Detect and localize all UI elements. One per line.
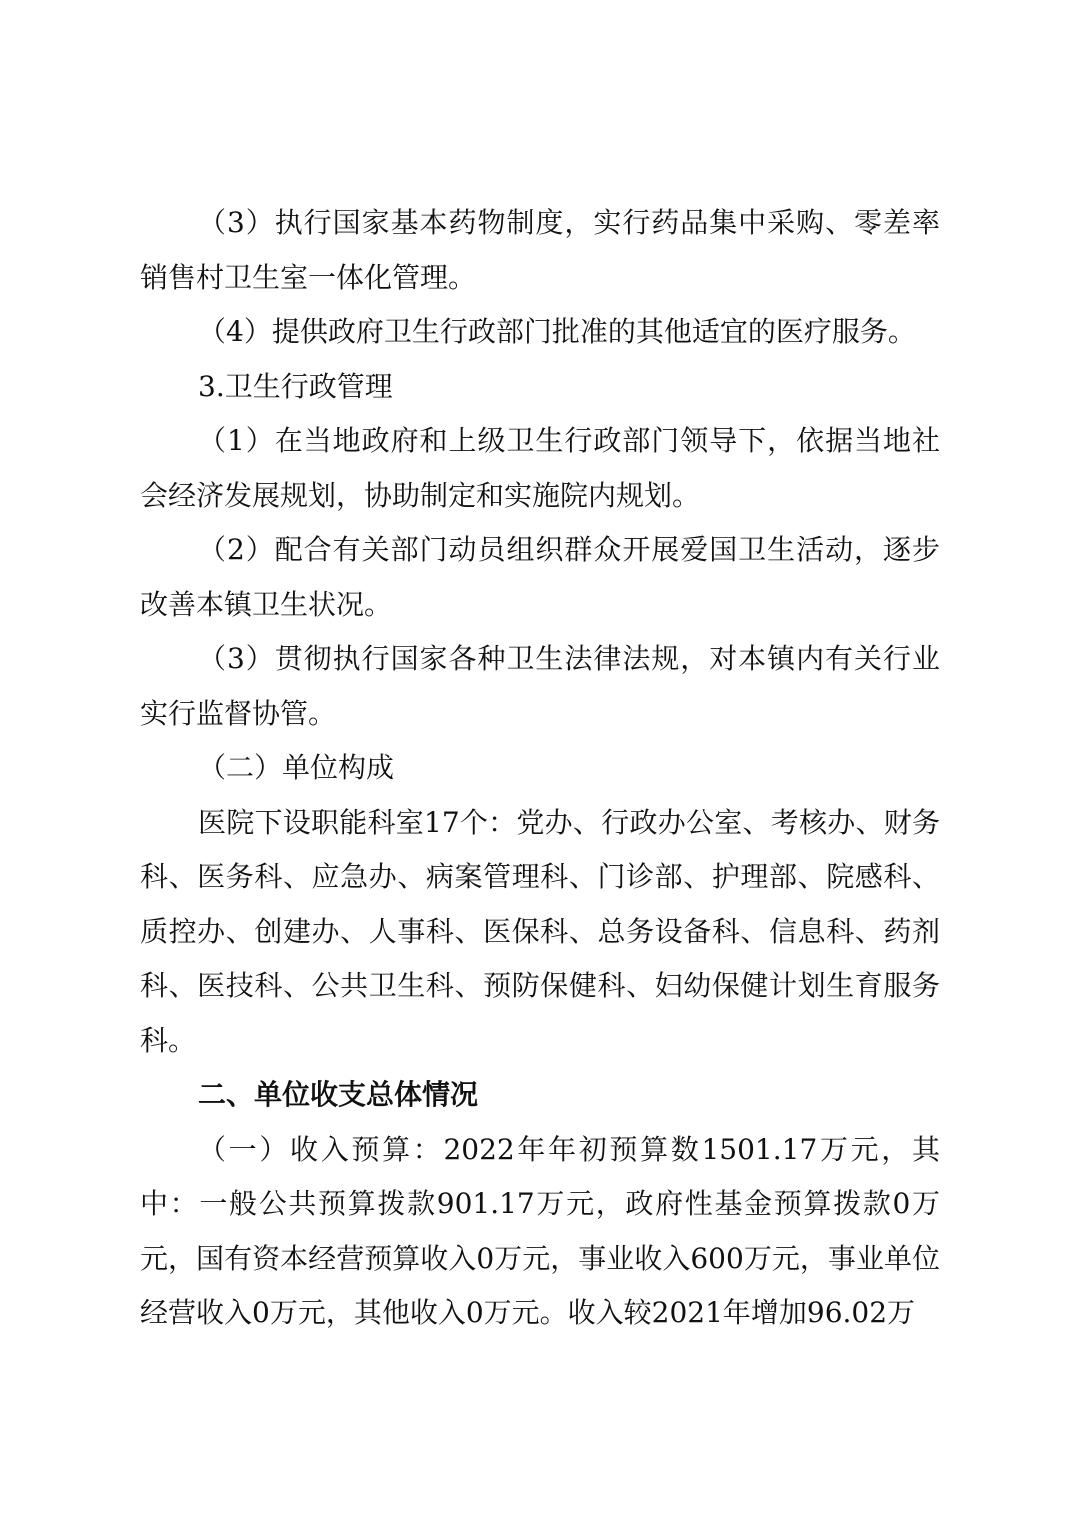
paragraph-patriotic-health: （2）配合有关部门动员组织群众开展爱国卫生活动，逐步改善本镇卫生状况。 xyxy=(140,533,940,621)
section-heading-unit-structure: （二）单位构成 xyxy=(198,751,395,784)
paragraph-departments: 医院下设职能科室17个：党办、行政办公室、考核办、财务科、医务科、应急办、病案管理科、门诊部、护理部、院感科、质控办、创建办、人事科、医保科、总务设备科、信息科、药剂科、医技科、公共卫生科、预防保健科、妇幼保健计划生育服务科。 xyxy=(140,805,940,1057)
paragraph-drug-system: （3）执行国家基本药物制度，实行药品集中采购、零差率销售村卫生室一体化管理。 xyxy=(140,206,940,294)
document-page xyxy=(140,196,940,1341)
paragraph-medical-services: （4）提供政府卫生行政部门批准的其他适宜的医疗服务。 xyxy=(198,315,916,348)
section-heading-health-admin: 3.卫生行政管理 xyxy=(198,369,393,403)
section-heading-revenue-expenditure: 二、单位收支总体情况 xyxy=(198,1078,479,1111)
paragraph-revenue-budget: （一）收入预算：2022年年初预算数1501.17万元，其中：一般公共预算拨款901.17万元，政府性基金预算拨款0万元，国有资本经营预算收入0万元，事业收入600万元，事业单位经营收入0万元，其他收入0万元。收入较2021年增加96.02万 xyxy=(140,1132,940,1329)
paragraph-planning: （1）在当地政府和上级卫生行政部门领导下，依据当地社会经济发展规划，协助制定和实施院内规划。 xyxy=(140,424,940,512)
paragraph-supervision: （3）贯彻执行国家各种卫生法律法规，对本镇内有关行业实行监督协管。 xyxy=(140,642,940,730)
